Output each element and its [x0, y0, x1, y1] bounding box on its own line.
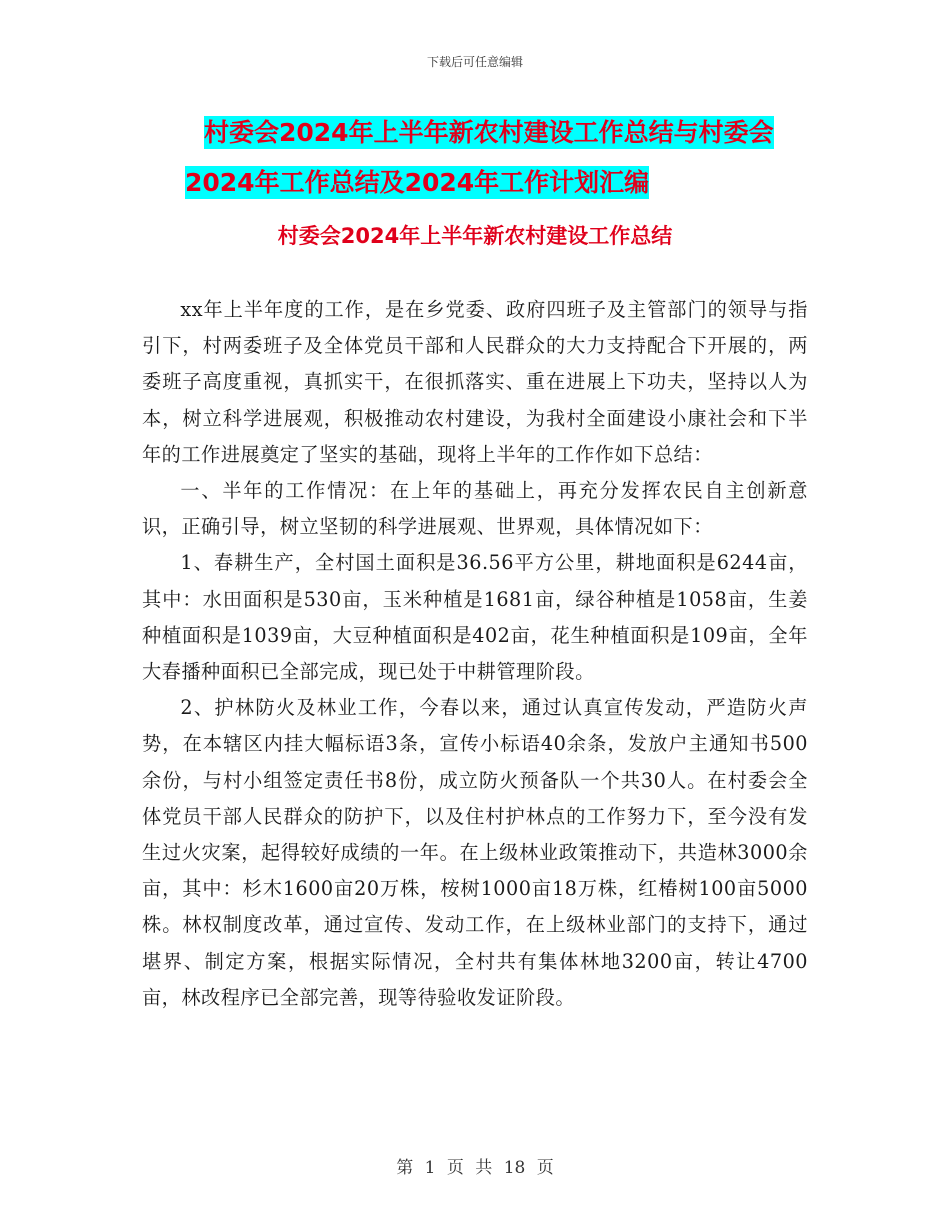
- document-title-line-1-text: 村委会2024年上半年新农村建设工作总结与村委会: [204, 118, 774, 147]
- section-title: 村委会2024年上半年新农村建设工作总结: [277, 224, 673, 248]
- header-note: 下载后可任意编辑: [426, 55, 523, 69]
- document-title-line-2-text: 2024年工作总结及2024年工作计划汇编: [185, 168, 650, 197]
- paragraph-spring-farming: 1、春耕生产，全村国土面积是36.56平方公里，耕地面积是6244亩，其中：水田面积是530亩，玉米种植是1681亩，绿谷种植是1058亩，生姜种植面积是1039亩，大豆种植面积是402亩，花生种植面积是109亩，全年大春播种面积已全部完成，现已处于中耕管理阶段。: [142, 551, 808, 684]
- paragraph-work-overview: 一、半年的工作情况：在上年的基础上，再充分发挥农民自主创新意识，正确引导，树立坚韧的科学进展观、世界观，具体情况如下：: [142, 479, 808, 539]
- document-title-line-1: [140, 108, 840, 158]
- paragraph-intro: xx年上半年度的工作，是在乡党委、政府四班子及主管部门的领导与指引下，村两委班子及全体党员干部和人民群众的大力支持配合下开展的，两委班子高度重视，真抓实干，在很抓落实、重在进展上下功夫，坚持以人为本，树立科学进展观，积极推动农村建设，为我村全面建设小康社会和下半年的工作进展奠定了坚实的基础，现将上半年的工作作如下总结：: [142, 298, 808, 466]
- body-text: [142, 292, 808, 1016]
- document-title: [140, 108, 840, 208]
- document-title-line-2: [140, 158, 840, 208]
- page-footer: 第 1 页 共 18 页: [396, 1158, 554, 1178]
- paragraph-forestry: 2、护林防火及林业工作，今春以来，通过认真宣传发动，严造防火声势，在本辖区内挂大幅标语3条，宣传小标语40余条，发放户主通知书500余份，与村小组签定责任书8份，成立防火预备队一个共30人。在村委会全体党员干部人民群众的防护下，以及住村护林点的工作努力下，至今没有发生过火灾案，起得较好成绩的一年。在上级林业政策推动下，共造林3000余亩，其中：杉木1600亩20万株，桉树1000亩18万株，红椿树100亩5000株。林权制度改革，通过宣传、发动工作，在上级林业部门的支持下，通过堪界、制定方案，根据实际情况，全村共有集体林地3200亩，转让4700亩，林改程序已全部完善，现等待验收发证阶段。: [142, 696, 808, 1009]
